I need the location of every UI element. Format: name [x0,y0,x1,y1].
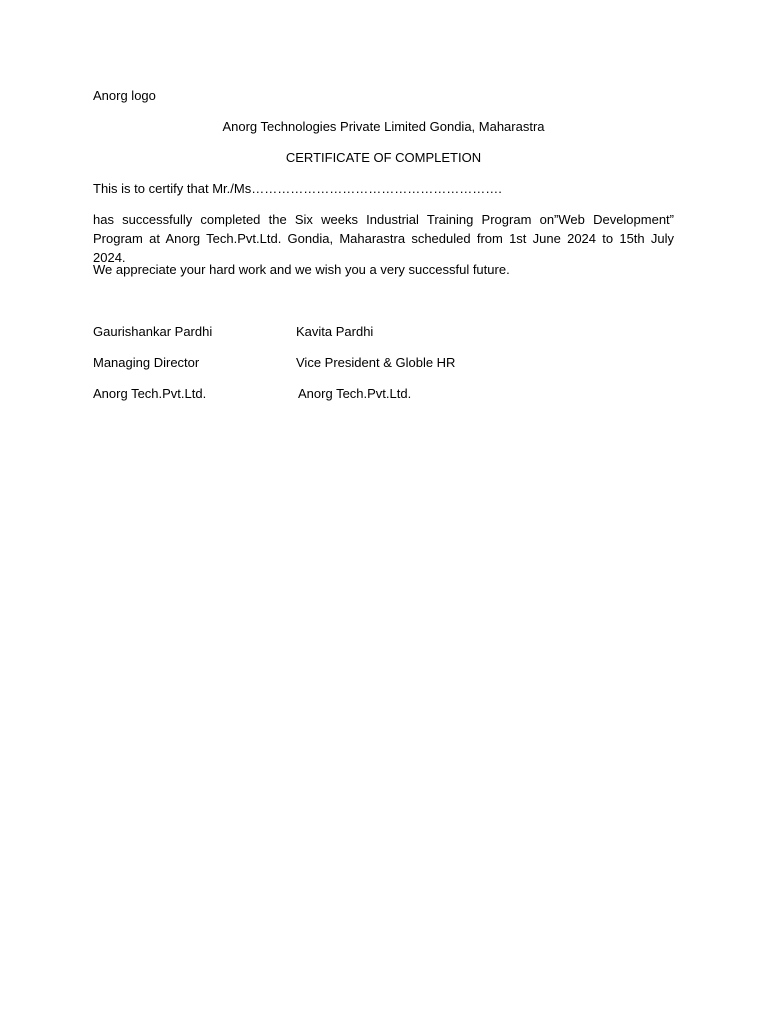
certify-line: This is to certify that Mr./Ms…………………………………………………. [93,181,502,196]
body-paragraph: has successfully completed the Six weeks Industrial Training Program on”Web Development” Program at Anorg Tech.Pvt.Ltd. Gondia, Maharastra scheduled from 1st June 2024 to 15th July 2024. [93,212,674,265]
company-line: Anorg Technologies Private Limited Gondia, Maharastra [222,119,545,134]
certificate-heading: CERTIFICATE OF COMPLETION [285,150,482,165]
closing-line: We appreciate your hard work and we wish you a very successful future. [93,262,510,277]
signatory-2-title: Vice President & Globle HR [296,355,456,370]
signatory-1-name: Gaurishankar Pardhi [93,324,213,339]
signatory-2-organization: Anorg Tech.Pvt.Ltd. [298,386,412,401]
logo-placeholder: Anorg logo [93,88,156,103]
signatory-1-organization: Anorg Tech.Pvt.Ltd. [93,386,207,401]
signatory-1-title: Managing Director [93,355,200,370]
signatory-2-name: Kavita Pardhi [296,324,374,339]
